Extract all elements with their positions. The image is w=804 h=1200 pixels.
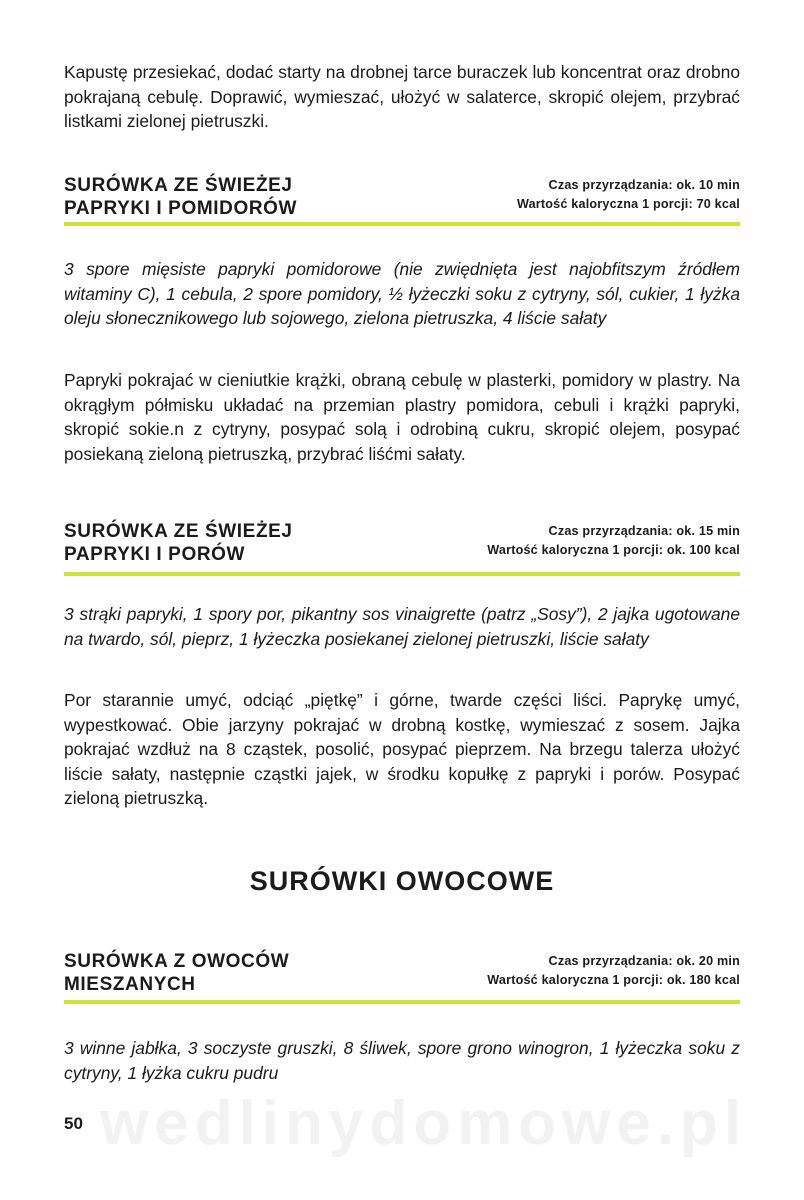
method-paragraph: Por starannie umyć, odciąć „piętkę” i górne, twarde części liści. Paprykę umyć, wypestkować. Obie jarzyny pokrajać w drobną kostkę, wymieszać z sosem. Jajka pokrajać wzdłuż na 8 cząstek, posolić, posypać pieprzem. Na brzegu talerza ułożyć liście sałaty, następnie cząstki jajek, w środku kopułkę z papryki i porów. Posypać zieloną pietruszką. [64,690,740,808]
watermark: wedlinydomowe.pl [100,1089,748,1158]
recipe-title-line: MIESZANYCH [64,974,196,995]
recipe-meta [487,952,740,990]
recipe-title-line: PAPRYKI I POMIDORÓW [64,198,298,219]
calorie-value: Wartość kaloryczna 1 porcji: ok. 100 kcal [487,543,740,557]
recipe-meta [517,176,740,214]
section-title: SURÓWKI OWOCOWE [249,866,555,896]
method-paragraph: Papryki pokrajać w cieniutkie krążki, obraną cebulę w plasterki, pomidory w plastry. Na okrągłym półmisku układać na przemian plastry pomidora, cebuli i krążki papryki, skropić sokie.n z cytryny, posypać solą i odrobiną cukru, skropić olejem, posypać posiekaną zieloną pietruszką, przybrać liśćmi sałaty. [64,370,740,464]
section-divider [64,1000,740,1004]
prep-time: Czas przyrządzania: ok. 20 min [548,954,740,968]
recipe-meta [487,522,740,560]
ingredients-list: 3 strąki papryki, 1 spory por, pikantny sos vinaigrette (patrz „Sosy”), 2 jajka ugotowane na twardo, sól, pieprz, 1 łyżeczka posiekanej zielonej pietruszki, liście sałaty [64,604,740,649]
intro-paragraph: Kapustę przesiekać, dodać starty na drobnej tarce buraczek lub koncentrat oraz drobno pokrajaną cebulę. Doprawić, wymieszać, ułożyć w salaterce, skropić olejem, przybrać listkami zielonej pietruszki. [64,62,740,131]
prep-time: Czas przyrządzania: ok. 15 min [548,524,740,538]
prep-time: Czas przyrządzania: ok. 10 min [548,178,740,192]
calorie-value: Wartość kaloryczna 1 porcji: 70 kcal [516,197,740,211]
section-divider [64,572,740,576]
section-divider [64,222,740,226]
ingredients-list: 3 spore mięsiste papryki pomidorowe (nie zwiędnięta jest najobfitszym źródłem witaminy C), 1 cebula, 2 spore pomidory, ½ łyżeczki soku z cytryny, sól, cukier, 1 łyżka oleju słonecznikowego lub sojowego, zielona pietruszka, 4 liście sałaty [64,259,740,328]
recipe-title [64,950,289,996]
calorie-value: Wartość kaloryczna 1 porcji: ok. 180 kcal [487,973,740,987]
recipe-title-line: PAPRYKI I PORÓW [64,544,246,565]
recipe-title-line: SURÓWKA ZE ŚWIEŻEJ [64,175,293,196]
recipe-title [64,520,293,566]
recipe-title-line: SURÓWKA ZE ŚWIEŻEJ [64,521,293,542]
ingredients-list: 3 winne jabłka, 3 soczyste gruszki, 8 śliwek, spore grono winogron, 1 łyżeczka soku z cytryny, 1 łyżka cukru pudru [64,1038,740,1083]
page-number: 50 [64,1114,83,1133]
recipe-title-line: SURÓWKA Z OWOCÓW [64,951,290,972]
recipe-title [64,174,297,220]
